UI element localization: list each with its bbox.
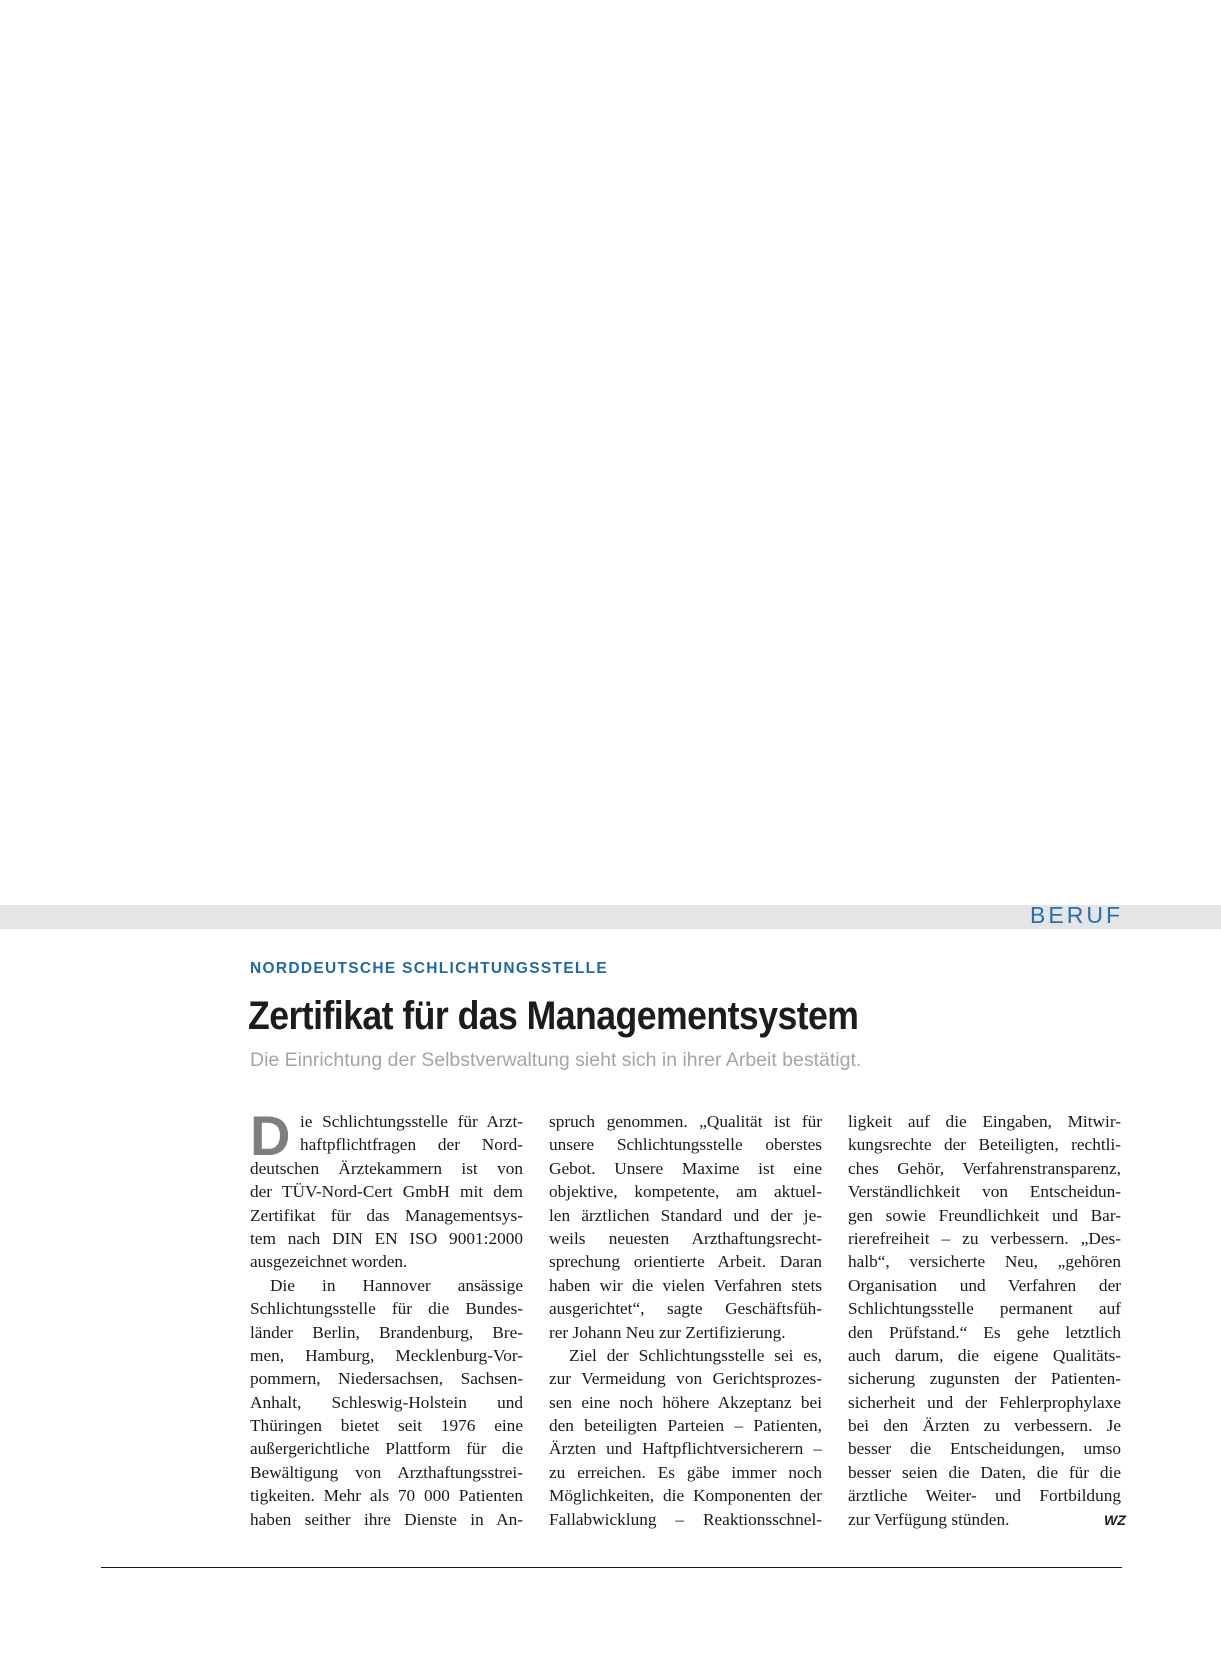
- text-line: besser seien die Daten, die für die: [848, 1462, 1121, 1482]
- text-line: Anhalt, Schleswig-Holstein und: [250, 1392, 523, 1412]
- text-line: ausgezeichnet worden.: [250, 1252, 408, 1272]
- text-line: Gebot. Unsere Maxime ist eine: [549, 1158, 822, 1178]
- text-line: zur Vermeidung von Gerichtsprozes-: [549, 1369, 822, 1389]
- text-line: sen eine noch höhere Akzeptanz bei: [549, 1392, 822, 1412]
- text-line: pommern, Niedersachsen, Sachsen-: [250, 1369, 523, 1389]
- text-line: Möglichkeiten, die Komponenten der: [549, 1486, 822, 1506]
- text-line: Schlichtungsstelle permanent auf: [848, 1299, 1121, 1319]
- text-line: den Prüfstand.“ Es gehe letztlich: [848, 1322, 1121, 1342]
- bottom-rule: [101, 1567, 1122, 1568]
- text-line: bei den Ärzten zu verbessern. Je: [848, 1416, 1121, 1436]
- text-line: weils neuesten Arzthaftungsrecht-: [549, 1228, 822, 1248]
- text-line: länder Berlin, Brandenburg, Bre-: [250, 1322, 523, 1342]
- text-line: rer Johann Neu zur Zertifizierung.: [549, 1322, 786, 1342]
- text-line: der TÜV-Nord-Cert GmbH mit dem: [250, 1182, 523, 1202]
- text-line: deutschen Ärztekammern ist von: [250, 1158, 523, 1178]
- text-line: kungsrechte der Beteiligten, rechtli-: [848, 1135, 1121, 1155]
- text-line: haben seither ihre Dienste in An-: [250, 1509, 523, 1529]
- text-line: unsere Schlichtungsstelle oberstes: [549, 1135, 822, 1155]
- text-line: tem nach DIN EN ISO 9001:2000: [250, 1228, 523, 1248]
- text-column-2: [549, 1110, 822, 1531]
- text-line: sprechung orientierte Arbeit. Daran: [549, 1252, 822, 1272]
- text-line: auch darum, die eigene Qualitäts-: [848, 1345, 1121, 1365]
- text-line: gen sowie Freundlichkeit und Bar-: [848, 1205, 1121, 1225]
- text-line: ches Gehör, Verfahrenstransparenz,: [848, 1158, 1121, 1178]
- section-label: BERUF: [1030, 902, 1123, 928]
- text-line: Zertifikat für das Managementsys-: [250, 1205, 523, 1225]
- article-subhead: Die Einrichtung der Selbstverwaltung sieht sich in ihrer Arbeit bestätigt.: [250, 1049, 862, 1071]
- text-line: zu erreichen. Es gäbe immer noch: [549, 1462, 822, 1482]
- text-line: ausgerichtet“, sagte Geschäftsfüh-: [549, 1299, 822, 1319]
- text-line: spruch genommen. „Qualität ist für: [549, 1112, 822, 1131]
- text-column-3: [848, 1110, 1121, 1531]
- text-line: zur Verfügung stünden.: [848, 1509, 1010, 1529]
- text-line: Fallabwicklung – Reaktionsschnel-: [549, 1509, 822, 1529]
- text-line: Ärzten und Haftpflichtversicherern –: [549, 1439, 822, 1459]
- text-line: rierefreiheit – zu verbessern. „Des-: [848, 1228, 1121, 1248]
- text-line: Ziel der Schlichtungsstelle sei es,: [569, 1345, 822, 1365]
- article-kicker: NORDDEUTSCHE SCHLICHTUNGSSTELLE: [250, 960, 609, 977]
- text-line: ie Schlichtungsstelle für Arzt-: [300, 1112, 523, 1131]
- text-line: Thüringen bietet seit 1976 eine: [250, 1416, 523, 1436]
- text-line: halb“, versicherte Neu, „gehören: [848, 1252, 1121, 1272]
- text-line: besser die Entscheidungen, umso: [848, 1439, 1121, 1459]
- text-line: tigkeiten. Mehr als 70 000 Patienten: [250, 1486, 523, 1506]
- text-line: men, Hamburg, Mecklenburg-Vor-: [250, 1345, 523, 1365]
- text-line: Die in Hannover ansässige: [270, 1275, 523, 1295]
- text-column-1: [250, 1104, 523, 1531]
- text-line: ligkeit auf die Eingaben, Mitwir-: [848, 1112, 1121, 1131]
- text-line: haben wir die vielen Verfahren stets: [549, 1275, 822, 1295]
- text-line: len ärztlichen Standard und der je-: [549, 1205, 822, 1225]
- text-line: außergerichtliche Plattform für die: [250, 1439, 523, 1459]
- text-line: Verständlichkeit von Entscheidun-: [848, 1182, 1121, 1202]
- text-line: sicherung zugunsten der Patienten-: [848, 1369, 1121, 1389]
- text-line: ärztliche Weiter- und Fortbildung: [848, 1486, 1121, 1506]
- text-line: Organisation und Verfahren der: [848, 1275, 1121, 1295]
- text-line: sicherheit und der Fehlerprophylaxe: [848, 1392, 1121, 1412]
- text-line: Schlichtungsstelle für die Bundes-: [250, 1299, 523, 1319]
- text-line: objektive, kompetente, am aktuel-: [549, 1182, 822, 1202]
- drop-cap: D: [250, 1104, 291, 1167]
- text-line: haftpflichtfragen der Nord-: [300, 1135, 523, 1155]
- article-headline: Zertifikat für das Managementsystem: [248, 994, 859, 1038]
- text-line: Bewältigung von Arzthaftungsstrei-: [250, 1462, 523, 1482]
- text-line: den beteiligten Parteien – Patienten,: [549, 1416, 822, 1436]
- author-signature: WZ: [1104, 1512, 1126, 1528]
